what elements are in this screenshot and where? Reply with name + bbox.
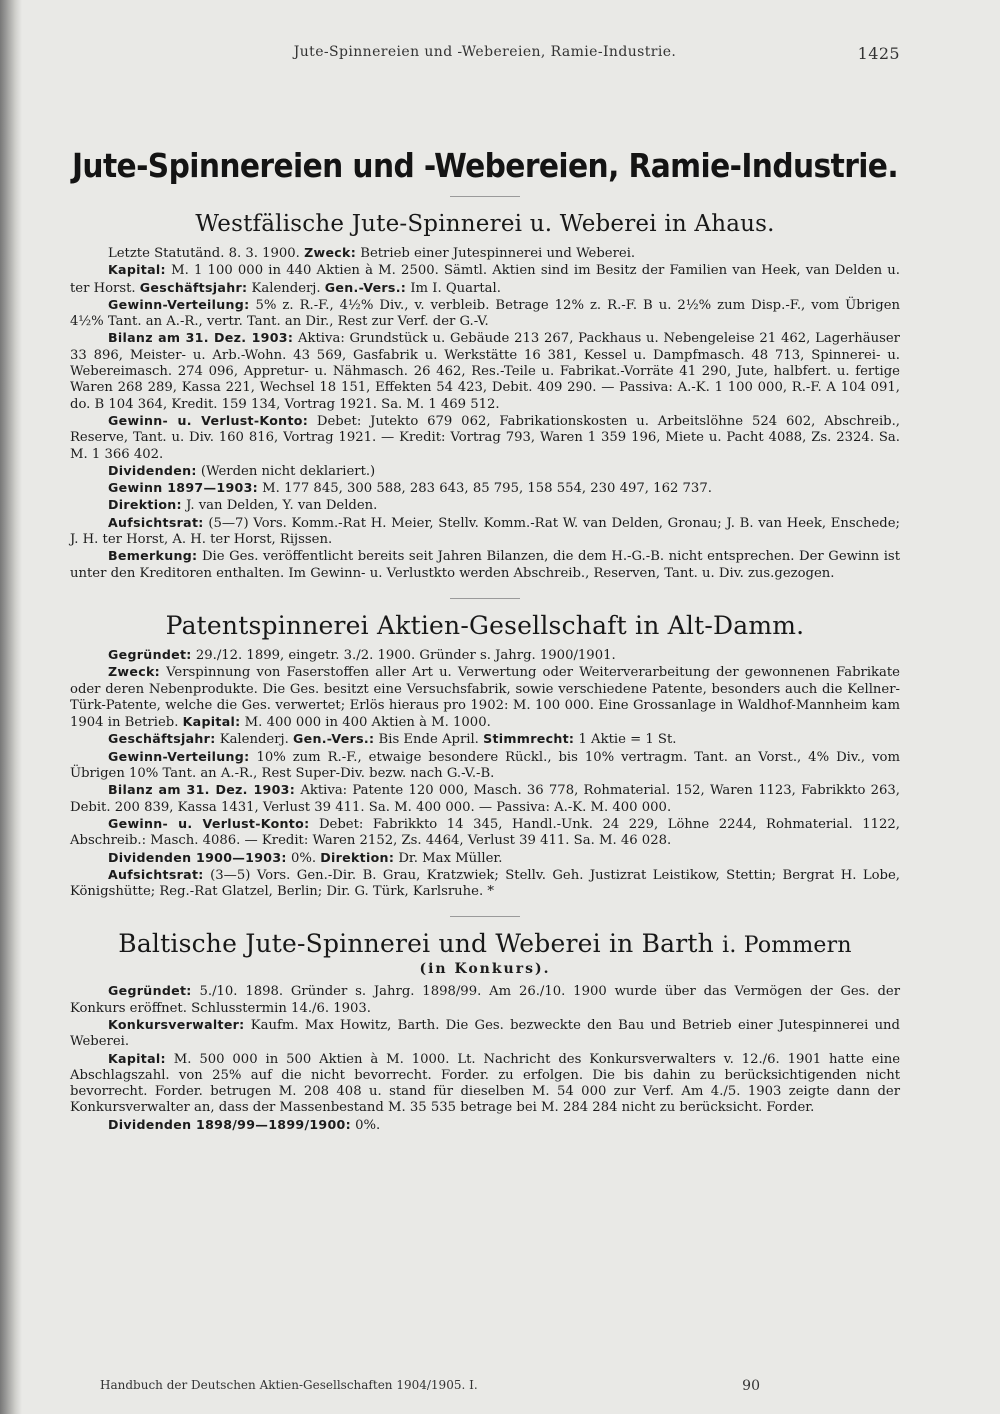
entry-line: Dividenden: (Werden nicht deklariert.): [108, 462, 376, 479]
divider: [450, 598, 520, 599]
company-title-barth-text: Baltische Jute-Spinnerei und Weberei in Barth: [118, 929, 714, 959]
entry-line: Dividenden 1898/99—1899/1900: 0%.: [108, 1116, 381, 1133]
page-number: 1425: [857, 44, 900, 63]
company-title-altdamm: Patentspinnerei Aktien-Gesellschaft in Alt-Damm.: [165, 610, 805, 640]
entry-line: Kapital: M. 1 100 000 in 440 Aktien à M. 2500. Sämtl. Aktien sind im Besitz der Familien van Heek, van Delden u. ter Horst. Geschäftsjahr: Kalenderj. Gen.-Vers.: Im I. Quartal.: [70, 262, 900, 296]
company-title-ahaus: Westfälische Jute-Spinnerei u. Weberei in Ahaus.: [195, 211, 775, 237]
footer-source: Handbuch der Deutschen Aktien-Gesellschaften 1904/1905. I.: [100, 1378, 478, 1392]
entry-line: Geschäftsjahr: Kalenderj. Gen.-Vers.: Bis Ende April. Stimmrecht: 1 Aktie = 1 St.: [108, 731, 677, 748]
divider: [450, 196, 520, 197]
footer-sheet-number: 90: [742, 1378, 760, 1394]
entry-line: Gewinn-Verteilung: 5% z. R.-F., 4½% Div., v. verbleib. Betrage 12% z. R.-F. B u. 2½% zum Disp.-F., vom Übrigen 4½% Tant. an A.-R., vertr. Tant. an Dir., Rest zur Verf. der G.-V.: [70, 296, 900, 330]
running-title: Jute-Spinnereien und -Webereien, Ramie-Industrie.: [293, 44, 677, 60]
entry-line: Letzte Statutänd. 8. 3. 1900. Zweck: Betrieb einer Jutespinnerei und Weberei.: [108, 245, 636, 261]
company-title-barth-suffix: i. Pommern: [722, 933, 852, 959]
section-title: Jute-Spinnereien und -Webereien, Ramie-Industrie.: [71, 146, 899, 185]
document-page: [70, 38, 900, 1398]
entry-line: Gewinn 1897—1903: M. 177 845, 300 588, 283 643, 85 795, 158 554, 230 497, 162 737.: [108, 480, 712, 497]
entry-line: Aufsichtsrat: (3—5) Vors. Gen.-Dir. B. Grau, Kratzwiek; Stellv. Geh. Justizrat Leistikow, Stettin; Bergrat H. Lobe, Königshütte; Reg.-Rat Glatzel, Berlin; Dir. G. Türk, Karlsruhe. *: [70, 866, 900, 900]
company-entry-barth: [70, 983, 900, 1134]
entry-line: Bilanz am 31. Dez. 1903: Aktiva: Patente 120 000, Masch. 36 778, Rohmaterial. 152, Waren 1123, Fabrikkto 263, Debit. 200 839, Kassa 1431, Verlust 39 411. Sa. M. 400 000. — Passiva: A.-K. M. 400 000.: [70, 782, 900, 815]
entry-line: Aufsichtsrat: (5—7) Vors. Komm.-Rat H. Meier, Stellv. Komm.-Rat W. van Delden, Gronau; J. B. van Heek, Enschede; J. H. ter Horst, A. H. ter Horst, Rijssen.: [70, 514, 900, 548]
entry-line: Gewinn-Verteilung: 10% zum R.-F., etwaige besondere Rückl., bis 10% vertragm. Tant. an Vorst., 4% Div., vom Übrigen 10% Tant. an A.-R., Rest Super-Div. bezw. nach G.-V.-B.: [70, 748, 900, 782]
company-entry-ahaus: [70, 245, 900, 582]
entry-line: Direktion: J. van Delden, Y. van Delden.: [108, 497, 378, 514]
entry-line: Dividenden 1900—1903: 0%. Direktion: Dr. Max Müller.: [108, 849, 503, 866]
entry-line: Gegründet: 5./10. 1898. Gründer s. Jahrg. 1898/99. Am 26./10. 1900 wurde über das Vermögen der Ges. der Konkurs eröffnet. Schlusstermin 14./6. 1903.: [70, 983, 900, 1016]
entry-line: Bemerkung: Die Ges. veröffentlicht bereits seit Jahren Bilanzen, die dem H.-G.-B. nicht entsprechen. Der Gewinn ist unter den Kreditoren enthalten. Im Gewinn- u. Verlustkto werden Abschreib., Reserven, Tant. u. Div. zus.gezogen.: [70, 548, 900, 581]
entry-line: Kapital: M. 500 000 in 500 Aktien à M. 1000. Lt. Nachricht des Konkursverwalters v. 12./6. 1901 hatte eine Abschlagszahl. von 25% auf die nicht bevorrecht. Forder. zu erfolgen. Die bis dahin zu berücksichtigenden nicht bevorrecht. Forder. betrugen M. 208 408 u. stand für dieselben M. 54 000 zur Verf. Am 4./5. 1903 zeigte dann der Konkursverwalter an, dass der Massenbestand M. 35 535 betrage bei M. 284 284 nicht zu berücksicht. Forder.: [70, 1050, 900, 1116]
entry-line: Gewinn- u. Verlust-Konto: Debet: Jutekto 679 062, Fabrikationskosten u. Arbeitslöhne 524 602, Abschreib., Reserve, Tant. u. Div. 160 816, Vortrag 1921. — Kredit: Vortrag 793, Waren 1 359 196, Miete u. Pacht 4088, Zs. 2324. Sa. M. 1 366 402.: [70, 412, 900, 462]
running-head: [70, 38, 900, 66]
book-gutter: [0, 0, 22, 1414]
entry-line: Gewinn- u. Verlust-Konto: Debet: Fabrikkto 14 345, Handl.-Unk. 24 229, Löhne 2244, Rohmaterial. 1122, Abschreib.: Masch. 4086. — Kredit: Waren 2152, Zs. 4464, Verlust 39 411. Sa. M. 46 028.: [70, 815, 900, 849]
entry-line: Bilanz am 31. Dez. 1903: Aktiva: Grundstück u. Gebäude 213 267, Packhaus u. Nebengeleise 21 462, Lagerhäuser 33 896, Meister- u. Arb.-Wohn. 43 569, Gasfabrik u. Werkstätte 16 381, Kessel u. Dampfmasch. 48 713, Spinnerei- u. Webereimasch. 274 096, Appretur- u. Nähmasch. 26 462, Res.-Teile u. Fabrikat.-Vorräte 41 290, Jute, halbfert. u. fertige Waren 268 289, Kassa 221, Wechsel 18 151, Effekten 54 423, Debit. 409 290. — Passiva: A.-K. 1 100 000, R.-F. A 104 091, do. B 104 364, Kredit. 159 134, Vortrag 1921. Sa. M. 1 469 512.: [70, 330, 900, 412]
entry-line: Konkursverwalter: Kaufm. Max Howitz, Barth. Die Ges. bezweckte den Bau und Betrieb einer Jutespinnerei und Weberei.: [70, 1016, 900, 1050]
entry-line: Zweck: Verspinnung von Faserstoffen aller Art u. Verwertung oder Weiterverarbeitung der gewonnenen Fabrikate oder deren Nebenprodukte. Die Ges. besitzt eine Versuchsfabrik, sowie verschiedene Patente, besonders auch die Kellner-Türk-Patente, welche die Ges. verwertet; Erlös hieraus pro 1902: M. 100 000. Eine Grossanlage in Waldhof-Mannheim kam 1904 in Betrieb. Kapital: M. 400 000 in 400 Aktien à M. 1000.: [70, 664, 900, 731]
divider: [450, 916, 520, 917]
entry-line: Gegründet: 29./12. 1899, eingetr. 3./2. 1900. Gründer s. Jahrg. 1900/1901.: [108, 646, 616, 663]
company-title-barth: [70, 929, 900, 961]
company-entry-altdamm: [70, 647, 900, 900]
company-status-note: (in Konkurs).: [419, 961, 551, 978]
